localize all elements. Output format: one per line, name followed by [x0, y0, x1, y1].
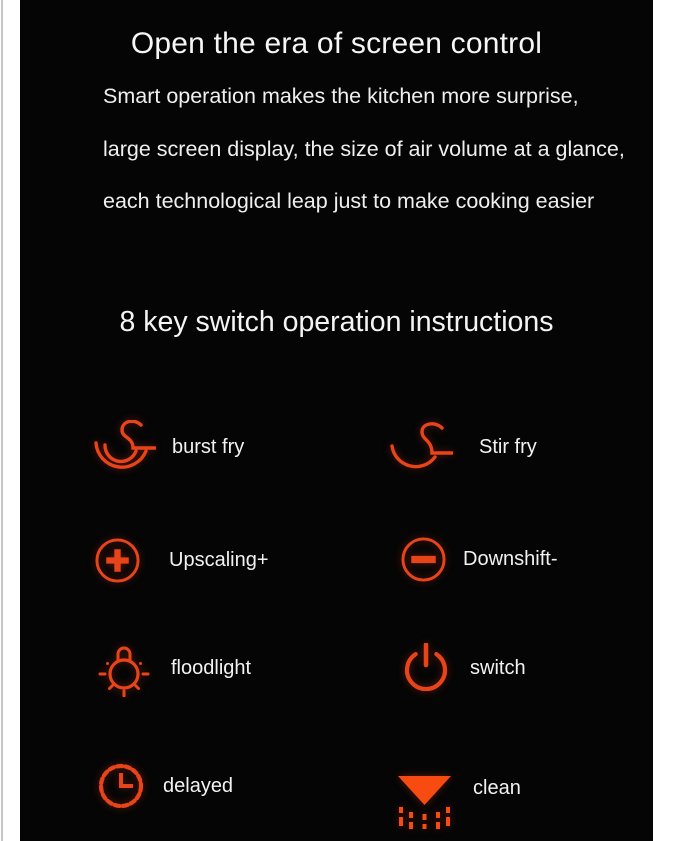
promo-panel [20, 0, 653, 841]
bulb-icon [96, 640, 153, 697]
subtitle-line: Smart operation makes the kitchen more surprise, [103, 84, 579, 108]
subtitle-line: each technological leap just to make cooking easier [103, 189, 595, 213]
key-item-clean [396, 771, 521, 829]
key-item-switch [402, 643, 526, 693]
power-icon [402, 643, 450, 693]
key-item-downshift [400, 536, 557, 583]
spray-triangle-icon [396, 771, 453, 829]
section-heading: 8 key switch operation instructions [119, 306, 554, 338]
key-item-stir-fry [388, 420, 537, 474]
subtitle-line: large screen display, the size of air volume at a glance, [103, 136, 625, 161]
key-label: delayed [163, 774, 234, 797]
key-label: floodlight [171, 657, 252, 679]
plus-circle-icon [94, 537, 141, 584]
wok-burst-icon [90, 420, 156, 474]
key-item-upscaling [94, 537, 269, 584]
minus-circle-icon [400, 536, 447, 583]
key-label: clean [473, 776, 521, 799]
key-item-burst-fry [90, 420, 244, 474]
page-edge-line [1, 0, 3, 841]
key-item-delayed [95, 760, 233, 812]
wok-stir-icon [388, 420, 453, 474]
clock-icon [95, 760, 147, 812]
key-item-floodlight [96, 640, 251, 697]
subtitle-block [103, 70, 625, 228]
key-label: switch [470, 656, 526, 679]
key-label: burst fry [172, 435, 245, 458]
key-label: Downshift- [463, 548, 558, 570]
key-label: Stir fry [479, 435, 537, 458]
key-label: Upscaling+ [169, 549, 269, 571]
page-title: Open the era of screen control [130, 27, 543, 60]
